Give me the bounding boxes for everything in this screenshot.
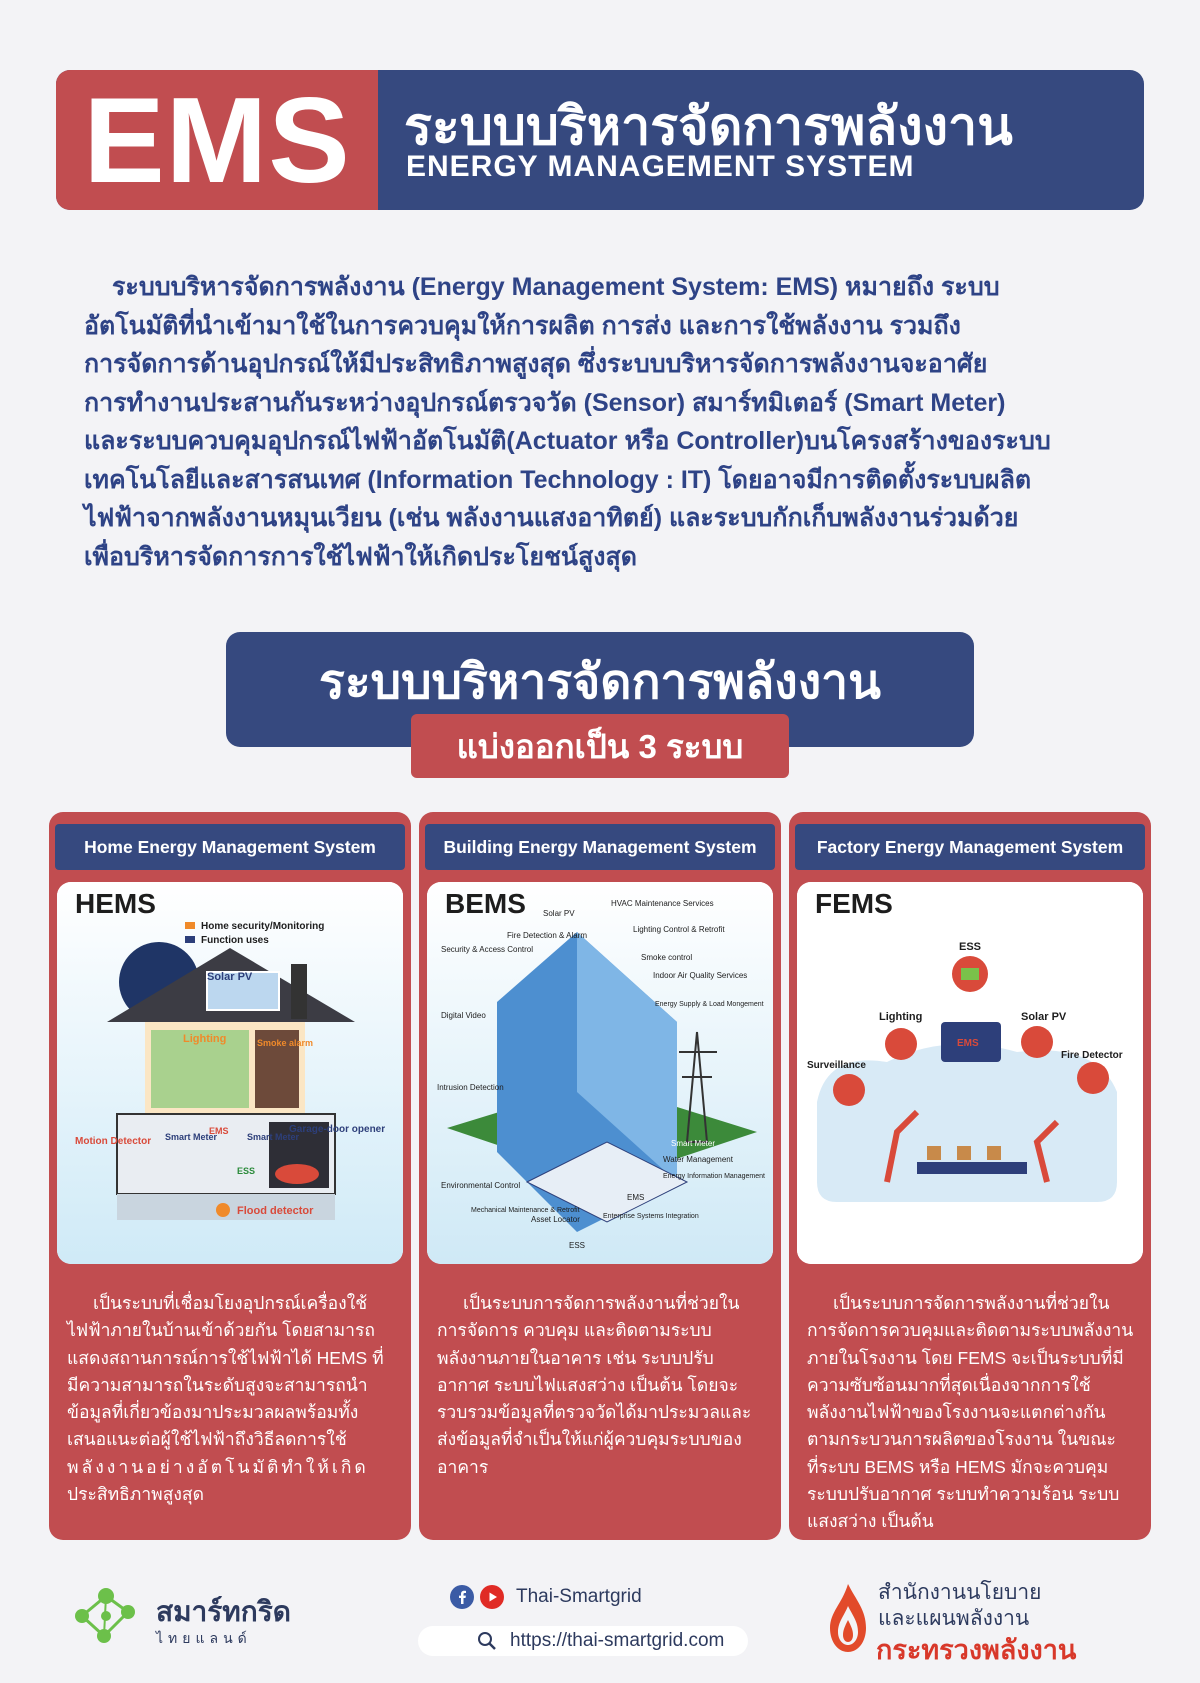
callout-solar-pv: Solar PV <box>543 909 575 918</box>
ministry-office: สำนักงานนโยบาย <box>878 1581 1042 1604</box>
factory-diagram <box>797 882 1143 1264</box>
callout-smart-meter: Smart Meter <box>671 1139 716 1148</box>
intro-line: การจัดการด้านอุปกรณ์ให้มีประสิทธิภาพสูงสุด ซึ่งระบบบริหารจัดการพลังงานจะอาศัย <box>84 350 988 378</box>
desc-line: แสงสว่าง เป็นต้น <box>807 1511 934 1532</box>
ministry-office-2: และแผนพลังงาน <box>878 1607 1030 1630</box>
intro-line: การทำงานประสานกันระหว่างอุปกรณ์ตรวจวัด (Sensor) สมาร์ทมิเตอร์ (Smart Meter) <box>84 388 1006 417</box>
callout-ems: EMS <box>627 1193 645 1202</box>
desc-line: ตามกระบวนการผลิตของโรงงาน ในขณะ <box>807 1429 1116 1450</box>
facebook-icon[interactable] <box>450 1585 474 1609</box>
card-description <box>67 1290 395 1508</box>
callout-smoke-control: Smoke control <box>641 953 693 962</box>
callout-enterprise: Enterprise Systems Integration <box>603 1213 699 1220</box>
callout-ess: ESS <box>237 1166 256 1176</box>
callout-lighting: Lighting <box>879 1011 923 1023</box>
desc-line: เป็นระบบที่เชื่อมโยงอุปกรณ์เครื่องใช้ <box>93 1293 368 1313</box>
callout-surveillance: Surveillance <box>807 1060 866 1071</box>
desc-line: ข้อมูลที่เกี่ยวข้องมาประมวลผลพร้อมทั้ง <box>67 1402 359 1423</box>
building-diagram <box>427 882 773 1264</box>
callout-environmental: Environmental Control <box>441 1181 521 1190</box>
ems-acronym: EMS <box>83 72 351 208</box>
fems-illustration <box>797 882 1143 1264</box>
desc-line: ความซับซ้อนมากที่สุดเนื่องจากการใช้ <box>807 1374 1091 1395</box>
fire-detector-icon <box>1077 1062 1109 1094</box>
legend-swatch-blue <box>185 936 195 943</box>
intro-line: และระบบควบคุมอุปกรณ์ไฟฟ้าอัตโนมัติ(Actuator หรือ Controller)บนโครงสร้างของระบบ <box>84 427 1051 455</box>
intro-line: เพื่อบริหารจัดการการใช้ไฟฟ้าให้เกิดประโยชน์สูงสุด <box>84 542 637 571</box>
card-acronym: BEMS <box>445 888 526 919</box>
card-description <box>437 1290 765 1481</box>
desc-line: พลังงานไฟฟ้าของโรงงานจะแตกต่างกัน <box>807 1402 1106 1423</box>
intro-line: ไฟฟ้าจากพลังงานหมุนเวียน (เช่น พลังงานแสงอาทิตย์) และระบบกักเก็บพลังงานร่วมด้วย <box>84 504 1019 532</box>
callout-fire-detection: Fire Detection & Alarm <box>507 931 588 940</box>
section-subtitle: แบ่งออกเป็น 3 ระบบ <box>411 714 789 778</box>
desc-line: ภายในโรงงาน โดย FEMS จะเป็นระบบที่มี <box>807 1347 1124 1368</box>
desc-line: เป็นระบบการจัดการพลังงานที่ช่วยใน <box>463 1293 740 1313</box>
social-row <box>450 1585 642 1609</box>
card-fems <box>789 812 1151 1540</box>
callout-ems: EMS <box>209 1126 229 1136</box>
car <box>275 1164 319 1184</box>
smartgrid-logo-icon <box>70 1582 142 1648</box>
card-label: Building Energy Management System <box>425 824 775 870</box>
desc-line: เป็นระบบการจัดการพลังงานที่ช่วยใน <box>833 1293 1110 1313</box>
desc-line: เสนอแนะต่อผู้ใช้ไฟฟ้าถึงวิธีลดการใช้ <box>67 1429 347 1450</box>
callout-lighting-control: Lighting Control & Retrofit <box>633 925 725 934</box>
conveyor <box>917 1162 1027 1174</box>
callout-energy-supply: Energy Supply & Load Mongement <box>655 1001 764 1008</box>
callout-digital-video: Digital Video <box>441 1011 486 1020</box>
hems-illustration <box>57 882 403 1264</box>
desc-line: การจัดการควบคุมและติดตามระบบพลังงาน <box>807 1320 1134 1341</box>
intro-line: เทคโนโลยีและสารสนเทศ (Information Technology : IT) โดยอาจมีการติดตั้งระบบผลิต <box>84 465 1032 494</box>
social-handle[interactable]: Thai-Smartgrid <box>516 1586 642 1607</box>
desc-line: มีความสามารถในระดับสูงจะสามารถนำ <box>67 1374 368 1395</box>
youtube-icon[interactable] <box>480 1585 504 1609</box>
desc-line: พลังงานภายในอาคาร เช่น ระบบปรับ <box>437 1347 714 1368</box>
desc-line: รวบรวมข้อมูลที่ตรวจวัดได้มาประมวลและ <box>437 1402 752 1423</box>
callout-motion-detector: Motion Detector <box>75 1136 152 1147</box>
desc-line: ส่งข้อมูลที่จำเป็นให้แก่ผู้ควบคุมระบบของ <box>437 1429 742 1450</box>
desc-line: พลังงานอย่างอัตโนมัติทำให้เกิด <box>67 1456 369 1477</box>
page-subtitle: ENERGY MANAGEMENT SYSTEM <box>406 150 915 183</box>
legend-function-uses: Function uses <box>201 935 269 946</box>
card-acronym: HEMS <box>75 888 156 919</box>
house-diagram <box>57 882 403 1264</box>
ministry-flame-icon <box>826 1582 870 1654</box>
legend-home-security: Home security/Monitoring <box>201 921 325 932</box>
desc-line: การจัดการ ควบคุม และติดตามระบบ <box>437 1320 712 1341</box>
desc-line: ประสิทธิภาพสูงสุด <box>67 1484 204 1505</box>
callout-smart-meter-1: Smart Meter <box>165 1132 218 1142</box>
chimney <box>291 964 307 1019</box>
callout-solar-pv: Solar PV <box>1021 1011 1067 1023</box>
footer <box>0 1570 1200 1680</box>
card-description <box>807 1290 1135 1536</box>
callout-ems: EMS <box>957 1038 979 1049</box>
callout-ess: ESS <box>959 941 982 953</box>
card-label: Factory Energy Management System <box>795 824 1145 870</box>
intro-paragraph <box>84 268 1110 576</box>
desc-line: ระบบปรับอากาศ ระบบทำความร้อน ระบบ <box>807 1484 1120 1505</box>
callout-hvac: HVAC Maintenance Services <box>611 899 714 908</box>
section-title: ระบบบริหารจัดการพลังงาน <box>319 656 881 709</box>
callout-garage-door: Garage-door opener <box>289 1124 386 1135</box>
search-icon <box>476 1630 498 1652</box>
callout-water: Water Management <box>663 1155 733 1164</box>
callout-intrusion: Intrusion Detection <box>437 1083 504 1092</box>
callout-smart-meter-2: Smart Meter <box>247 1132 300 1142</box>
flood-sensor-icon <box>216 1203 230 1217</box>
ministry-name: กระทรวงพลังงาน <box>876 1635 1077 1665</box>
brand-sub: ไทยแลนด์ <box>156 1630 252 1646</box>
surveillance-icon <box>833 1074 865 1106</box>
solar-icon <box>1021 1026 1053 1058</box>
card-bems <box>419 812 781 1540</box>
callout-security: Security & Access Control <box>441 945 534 954</box>
callout-solar-pv: Solar PV <box>207 971 253 983</box>
ems-badge <box>56 70 378 210</box>
desc-line: แสดงสถานการณ์การใช้ไฟฟ้าได้ HEMS ที่ <box>67 1347 384 1368</box>
callout-smoke-alarm: Smoke alarm <box>257 1038 314 1048</box>
desc-line: อาคาร <box>437 1456 489 1477</box>
callout-indoor-air: Indoor Air Quality Services <box>653 971 748 980</box>
callout-fire-detector: Fire Detector <box>1061 1050 1123 1061</box>
callout-flood-detector: Flood detector <box>237 1205 314 1217</box>
legend-swatch-orange <box>185 922 195 929</box>
card-label: Home Energy Management System <box>55 824 405 870</box>
intro-line: ระบบบริหารจัดการพลังงาน (Energy Management System: EMS) หมายถึง ระบบ <box>112 273 1000 301</box>
desc-line: อากาศ ระบบไฟแสงสว่าง เป็นต้น โดยจะ <box>437 1374 739 1395</box>
card-acronym: FEMS <box>815 888 893 919</box>
lighting-icon <box>885 1028 917 1060</box>
bems-illustration <box>427 882 773 1264</box>
callout-lighting: Lighting <box>183 1033 227 1045</box>
desc-line: ที่ระบบ BEMS หรือ HEMS มักจะควบคุม <box>807 1456 1109 1477</box>
card-hems <box>49 812 411 1540</box>
callout-ess: ESS <box>569 1241 586 1250</box>
header-banner <box>56 70 1144 210</box>
brand-name: สมาร์ทกริด <box>156 1596 291 1627</box>
callout-asset-locator: Asset Locator <box>531 1215 580 1224</box>
intro-line: อัตโนมัติที่นำเข้ามาใช้ในการควบคุมให้การผลิต การส่ง และการใช้พลังงาน รวมถึง <box>84 311 961 340</box>
callout-mechanical: Mechanical Maintenance & Retrofit <box>471 1207 580 1214</box>
desc-line: ไฟฟ้าภายในบ้านเข้าด้วยกัน โดยสามารถ <box>67 1320 375 1341</box>
page-title: ระบบบริหารจัดการพลังงาน <box>404 98 1013 156</box>
website-link[interactable]: https://thai-smartgrid.com <box>510 1630 725 1651</box>
callout-energy-info: Energy Information Management <box>663 1173 765 1180</box>
